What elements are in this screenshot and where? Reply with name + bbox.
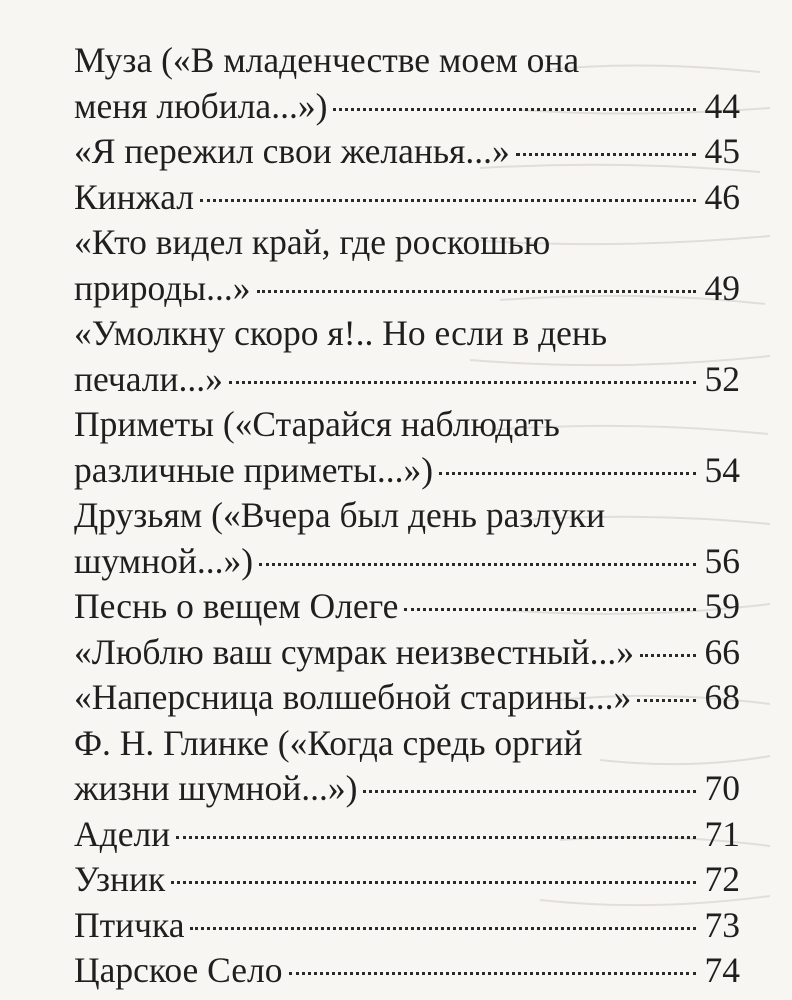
- dot-leader: [171, 881, 696, 884]
- toc-page-number: 49: [704, 267, 740, 308]
- dot-leader: [229, 381, 696, 384]
- toc-page-number: 72: [704, 859, 740, 899]
- toc-entry-title: «Люблю ваш сумрак неизвестный...»: [74, 631, 635, 672]
- toc-entry-title: «Умолкну скоро я!.. Но если в день: [74, 313, 608, 353]
- toc-entry: [74, 903, 740, 949]
- dot-leader: [637, 699, 696, 702]
- toc-entry: [74, 584, 740, 630]
- toc-page-number: 68: [704, 677, 740, 717]
- toc-line: [74, 357, 740, 403]
- toc-line: [74, 402, 740, 448]
- dot-leader: [200, 199, 696, 202]
- dot-leader: [640, 654, 696, 657]
- toc-entry-title: Царское Село: [74, 950, 283, 990]
- toc-entry-title: Приметы («Старайся наблюдать: [74, 404, 560, 444]
- dot-leader: [190, 927, 696, 930]
- toc-page-number: 52: [704, 358, 740, 399]
- toc-entry: [74, 675, 740, 721]
- toc-entry: [74, 38, 740, 129]
- dot-leader: [257, 290, 696, 293]
- toc-line: [74, 220, 740, 266]
- toc-entry-title: печали...»: [74, 358, 223, 399]
- toc-line: [74, 84, 740, 130]
- toc-line: [74, 266, 740, 312]
- toc-entry-title: Песнь о вещем Олеге: [74, 586, 399, 626]
- table-of-contents: [74, 38, 740, 994]
- dot-leader: [333, 108, 696, 111]
- toc-line: [74, 948, 740, 994]
- toc-entry-title: Друзьям («Вчера был день разлуки: [74, 495, 606, 535]
- dot-leader: [404, 608, 696, 611]
- toc-line: [74, 766, 740, 812]
- toc-line: [74, 812, 740, 858]
- toc-line: [74, 539, 740, 585]
- toc-entry-title: Узник: [74, 859, 166, 899]
- dot-leader: [289, 972, 697, 975]
- toc-line: [74, 630, 740, 676]
- dot-leader: [439, 472, 696, 475]
- toc-page-number: 44: [704, 85, 740, 126]
- toc-entry: [74, 220, 740, 311]
- toc-line: [74, 675, 740, 721]
- toc-page-number: 46: [704, 176, 740, 217]
- dot-leader: [516, 153, 696, 156]
- toc-page-number: 59: [704, 586, 740, 626]
- toc-page-number: 66: [704, 631, 740, 672]
- toc-line: [74, 311, 740, 357]
- toc-entry: [74, 857, 740, 903]
- dot-leader: [176, 836, 696, 839]
- toc-page-number: 45: [704, 131, 740, 171]
- toc-line: [74, 448, 740, 494]
- dot-leader: [259, 563, 696, 566]
- toc-line: [74, 38, 740, 84]
- toc-page-number: 71: [704, 813, 740, 854]
- toc-line: [74, 857, 740, 903]
- toc-entry-title: Адели: [74, 813, 171, 854]
- toc-page-number: 73: [704, 904, 740, 945]
- toc-page-number: 54: [704, 449, 740, 490]
- toc-line: [74, 493, 740, 539]
- toc-entry: [74, 721, 740, 812]
- toc-entry-title: «Наперсница волшебной старины...»: [74, 677, 632, 717]
- toc-line: [74, 129, 740, 175]
- toc-entry: [74, 175, 740, 221]
- toc-page-number: 56: [704, 540, 740, 581]
- toc-line: [74, 175, 740, 221]
- toc-entry: [74, 311, 740, 402]
- toc-entry-title: Ф. Н. Глинке («Когда средь оргий: [74, 722, 583, 763]
- toc-entry-title: различные приметы...»): [74, 449, 434, 490]
- toc-entry-title: природы...»: [74, 267, 251, 308]
- toc-entry-title: шумной...»): [74, 540, 254, 581]
- toc-entry: [74, 402, 740, 493]
- toc-line: [74, 903, 740, 949]
- toc-entry-title: «Кто видел край, где роскошью: [74, 222, 551, 262]
- toc-line: [74, 721, 740, 767]
- toc-entry-title: Кинжал: [74, 176, 194, 217]
- toc-entry: [74, 812, 740, 858]
- toc-entry: [74, 129, 740, 175]
- toc-entry: [74, 493, 740, 584]
- toc-entry-title: жизни шумной...»): [74, 768, 358, 808]
- toc-entry: [74, 630, 740, 676]
- toc-entry-title: Муза («В младенчестве моем она: [74, 40, 580, 80]
- toc-entry-title: Птичка: [74, 904, 185, 945]
- dot-leader: [363, 790, 696, 793]
- toc-entry: [74, 948, 740, 994]
- toc-page-number: 70: [704, 768, 740, 808]
- toc-page-number: 74: [704, 950, 740, 990]
- toc-line: [74, 584, 740, 630]
- toc-entry-title: «Я пережил свои желанья...»: [74, 131, 510, 171]
- toc-entry-title: меня любила...»): [74, 85, 328, 126]
